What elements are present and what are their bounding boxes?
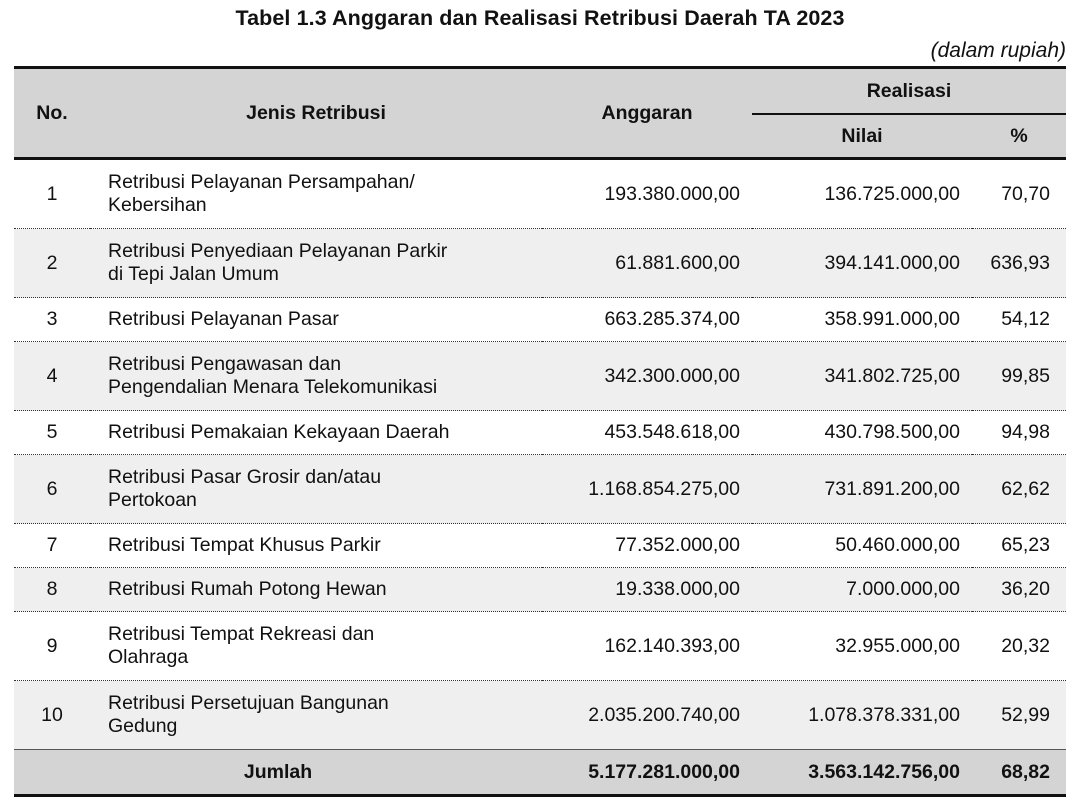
header-anggaran: Anggaran bbox=[542, 68, 752, 159]
row-persen: 94,98 bbox=[972, 411, 1066, 455]
row-jenis bbox=[90, 298, 542, 342]
row-anggaran: 193.380.000,00 bbox=[542, 159, 752, 229]
header-nilai: Nilai bbox=[752, 114, 972, 159]
row-jenis-line2: di Tepi Jalan Umum bbox=[108, 263, 279, 285]
row-no: 8 bbox=[14, 568, 90, 612]
row-nilai: 7.000.000,00 bbox=[752, 568, 972, 612]
row-jenis-line1: Retribusi Rumah Potong Hewan bbox=[108, 578, 387, 600]
row-anggaran: 1.168.854.275,00 bbox=[542, 455, 752, 524]
header-no: No. bbox=[14, 68, 90, 159]
row-jenis bbox=[90, 229, 542, 298]
row-nilai: 430.798.500,00 bbox=[752, 411, 972, 455]
row-anggaran: 453.548.618,00 bbox=[542, 411, 752, 455]
row-nilai: 731.891.200,00 bbox=[752, 455, 972, 524]
row-jenis bbox=[90, 524, 542, 568]
row-jenis bbox=[90, 568, 542, 612]
table-row bbox=[14, 612, 1066, 681]
row-nilai: 1.078.378.331,00 bbox=[752, 681, 972, 750]
row-jenis-line1: Retribusi Persetujuan Bangunan bbox=[108, 692, 389, 714]
row-persen: 636,93 bbox=[972, 229, 1066, 298]
row-anggaran: 342.300.000,00 bbox=[542, 342, 752, 411]
row-anggaran: 19.338.000,00 bbox=[542, 568, 752, 612]
row-persen: 20,32 bbox=[972, 612, 1066, 681]
unit-note: (dalam rupiah) bbox=[930, 39, 1066, 62]
row-jenis bbox=[90, 612, 542, 681]
row-jenis-line2: Kebersihan bbox=[108, 194, 207, 216]
row-no: 3 bbox=[14, 298, 90, 342]
row-persen: 36,20 bbox=[972, 568, 1066, 612]
row-nilai: 358.991.000,00 bbox=[752, 298, 972, 342]
row-nilai: 32.955.000,00 bbox=[752, 612, 972, 681]
row-no: 6 bbox=[14, 455, 90, 524]
retribusi-table bbox=[14, 66, 1066, 797]
total-nilai: 3.563.142.756,00 bbox=[752, 750, 972, 796]
row-anggaran: 2.035.200.740,00 bbox=[542, 681, 752, 750]
table-row bbox=[14, 298, 1066, 342]
row-jenis-line2: Pengendalian Menara Telekomunikasi bbox=[108, 376, 438, 398]
row-no: 7 bbox=[14, 524, 90, 568]
row-nilai: 50.460.000,00 bbox=[752, 524, 972, 568]
row-jenis-line1: Retribusi Pemakaian Kekayaan Daerah bbox=[108, 421, 450, 443]
row-jenis-line1: Retribusi Penyediaan Pelayanan Parkir bbox=[108, 240, 448, 262]
table-row bbox=[14, 681, 1066, 750]
total-persen: 68,82 bbox=[972, 750, 1066, 796]
row-nilai: 136.725.000,00 bbox=[752, 159, 972, 229]
row-persen: 65,23 bbox=[972, 524, 1066, 568]
table-body bbox=[14, 159, 1066, 796]
row-persen: 99,85 bbox=[972, 342, 1066, 411]
row-nilai: 394.141.000,00 bbox=[752, 229, 972, 298]
row-jenis-line1: Retribusi Pelayanan Pasar bbox=[108, 308, 339, 330]
row-persen: 62,62 bbox=[972, 455, 1066, 524]
row-jenis bbox=[90, 342, 542, 411]
row-anggaran: 77.352.000,00 bbox=[542, 524, 752, 568]
row-no: 4 bbox=[14, 342, 90, 411]
row-no: 5 bbox=[14, 411, 90, 455]
row-jenis-line2: Olahraga bbox=[108, 646, 189, 668]
row-jenis bbox=[90, 411, 542, 455]
total-label: Jumlah bbox=[14, 750, 542, 796]
row-jenis-line1: Retribusi Pelayanan Persampahan/ bbox=[108, 171, 415, 193]
row-jenis-line1: Retribusi Pasar Grosir dan/atau bbox=[108, 466, 382, 488]
row-anggaran: 162.140.393,00 bbox=[542, 612, 752, 681]
row-no: 1 bbox=[14, 159, 90, 229]
row-jenis-line2: Gedung bbox=[108, 715, 178, 737]
row-nilai: 341.802.725,00 bbox=[752, 342, 972, 411]
table-row bbox=[14, 568, 1066, 612]
row-jenis-line1: Retribusi Tempat Khusus Parkir bbox=[108, 534, 381, 556]
row-jenis-line2: Pertokoan bbox=[108, 489, 197, 511]
row-no: 10 bbox=[14, 681, 90, 750]
row-persen: 54,12 bbox=[972, 298, 1066, 342]
table-title: Tabel 1.3 Anggaran dan Realisasi Retribusi Daerah TA 2023 bbox=[235, 6, 845, 30]
header-persen: % bbox=[972, 114, 1066, 159]
table-header bbox=[14, 68, 1066, 159]
total-row bbox=[14, 750, 1066, 796]
row-jenis bbox=[90, 159, 542, 229]
row-anggaran: 663.285.374,00 bbox=[542, 298, 752, 342]
table-row bbox=[14, 524, 1066, 568]
table-row bbox=[14, 455, 1066, 524]
table-row bbox=[14, 229, 1066, 298]
row-jenis-line1: Retribusi Tempat Rekreasi dan bbox=[108, 623, 375, 645]
table-row bbox=[14, 159, 1066, 229]
row-jenis-line1: Retribusi Pengawasan dan bbox=[108, 353, 342, 375]
row-jenis bbox=[90, 455, 542, 524]
row-anggaran: 61.881.600,00 bbox=[542, 229, 752, 298]
header-jenis: Jenis Retribusi bbox=[90, 68, 542, 159]
row-persen: 70,70 bbox=[972, 159, 1066, 229]
total-anggaran: 5.177.281.000,00 bbox=[542, 750, 752, 796]
row-no: 2 bbox=[14, 229, 90, 298]
table-row bbox=[14, 411, 1066, 455]
table-row bbox=[14, 342, 1066, 411]
row-persen: 52,99 bbox=[972, 681, 1066, 750]
row-no: 9 bbox=[14, 612, 90, 681]
header-realisasi: Realisasi bbox=[752, 68, 1066, 115]
row-jenis bbox=[90, 681, 542, 750]
